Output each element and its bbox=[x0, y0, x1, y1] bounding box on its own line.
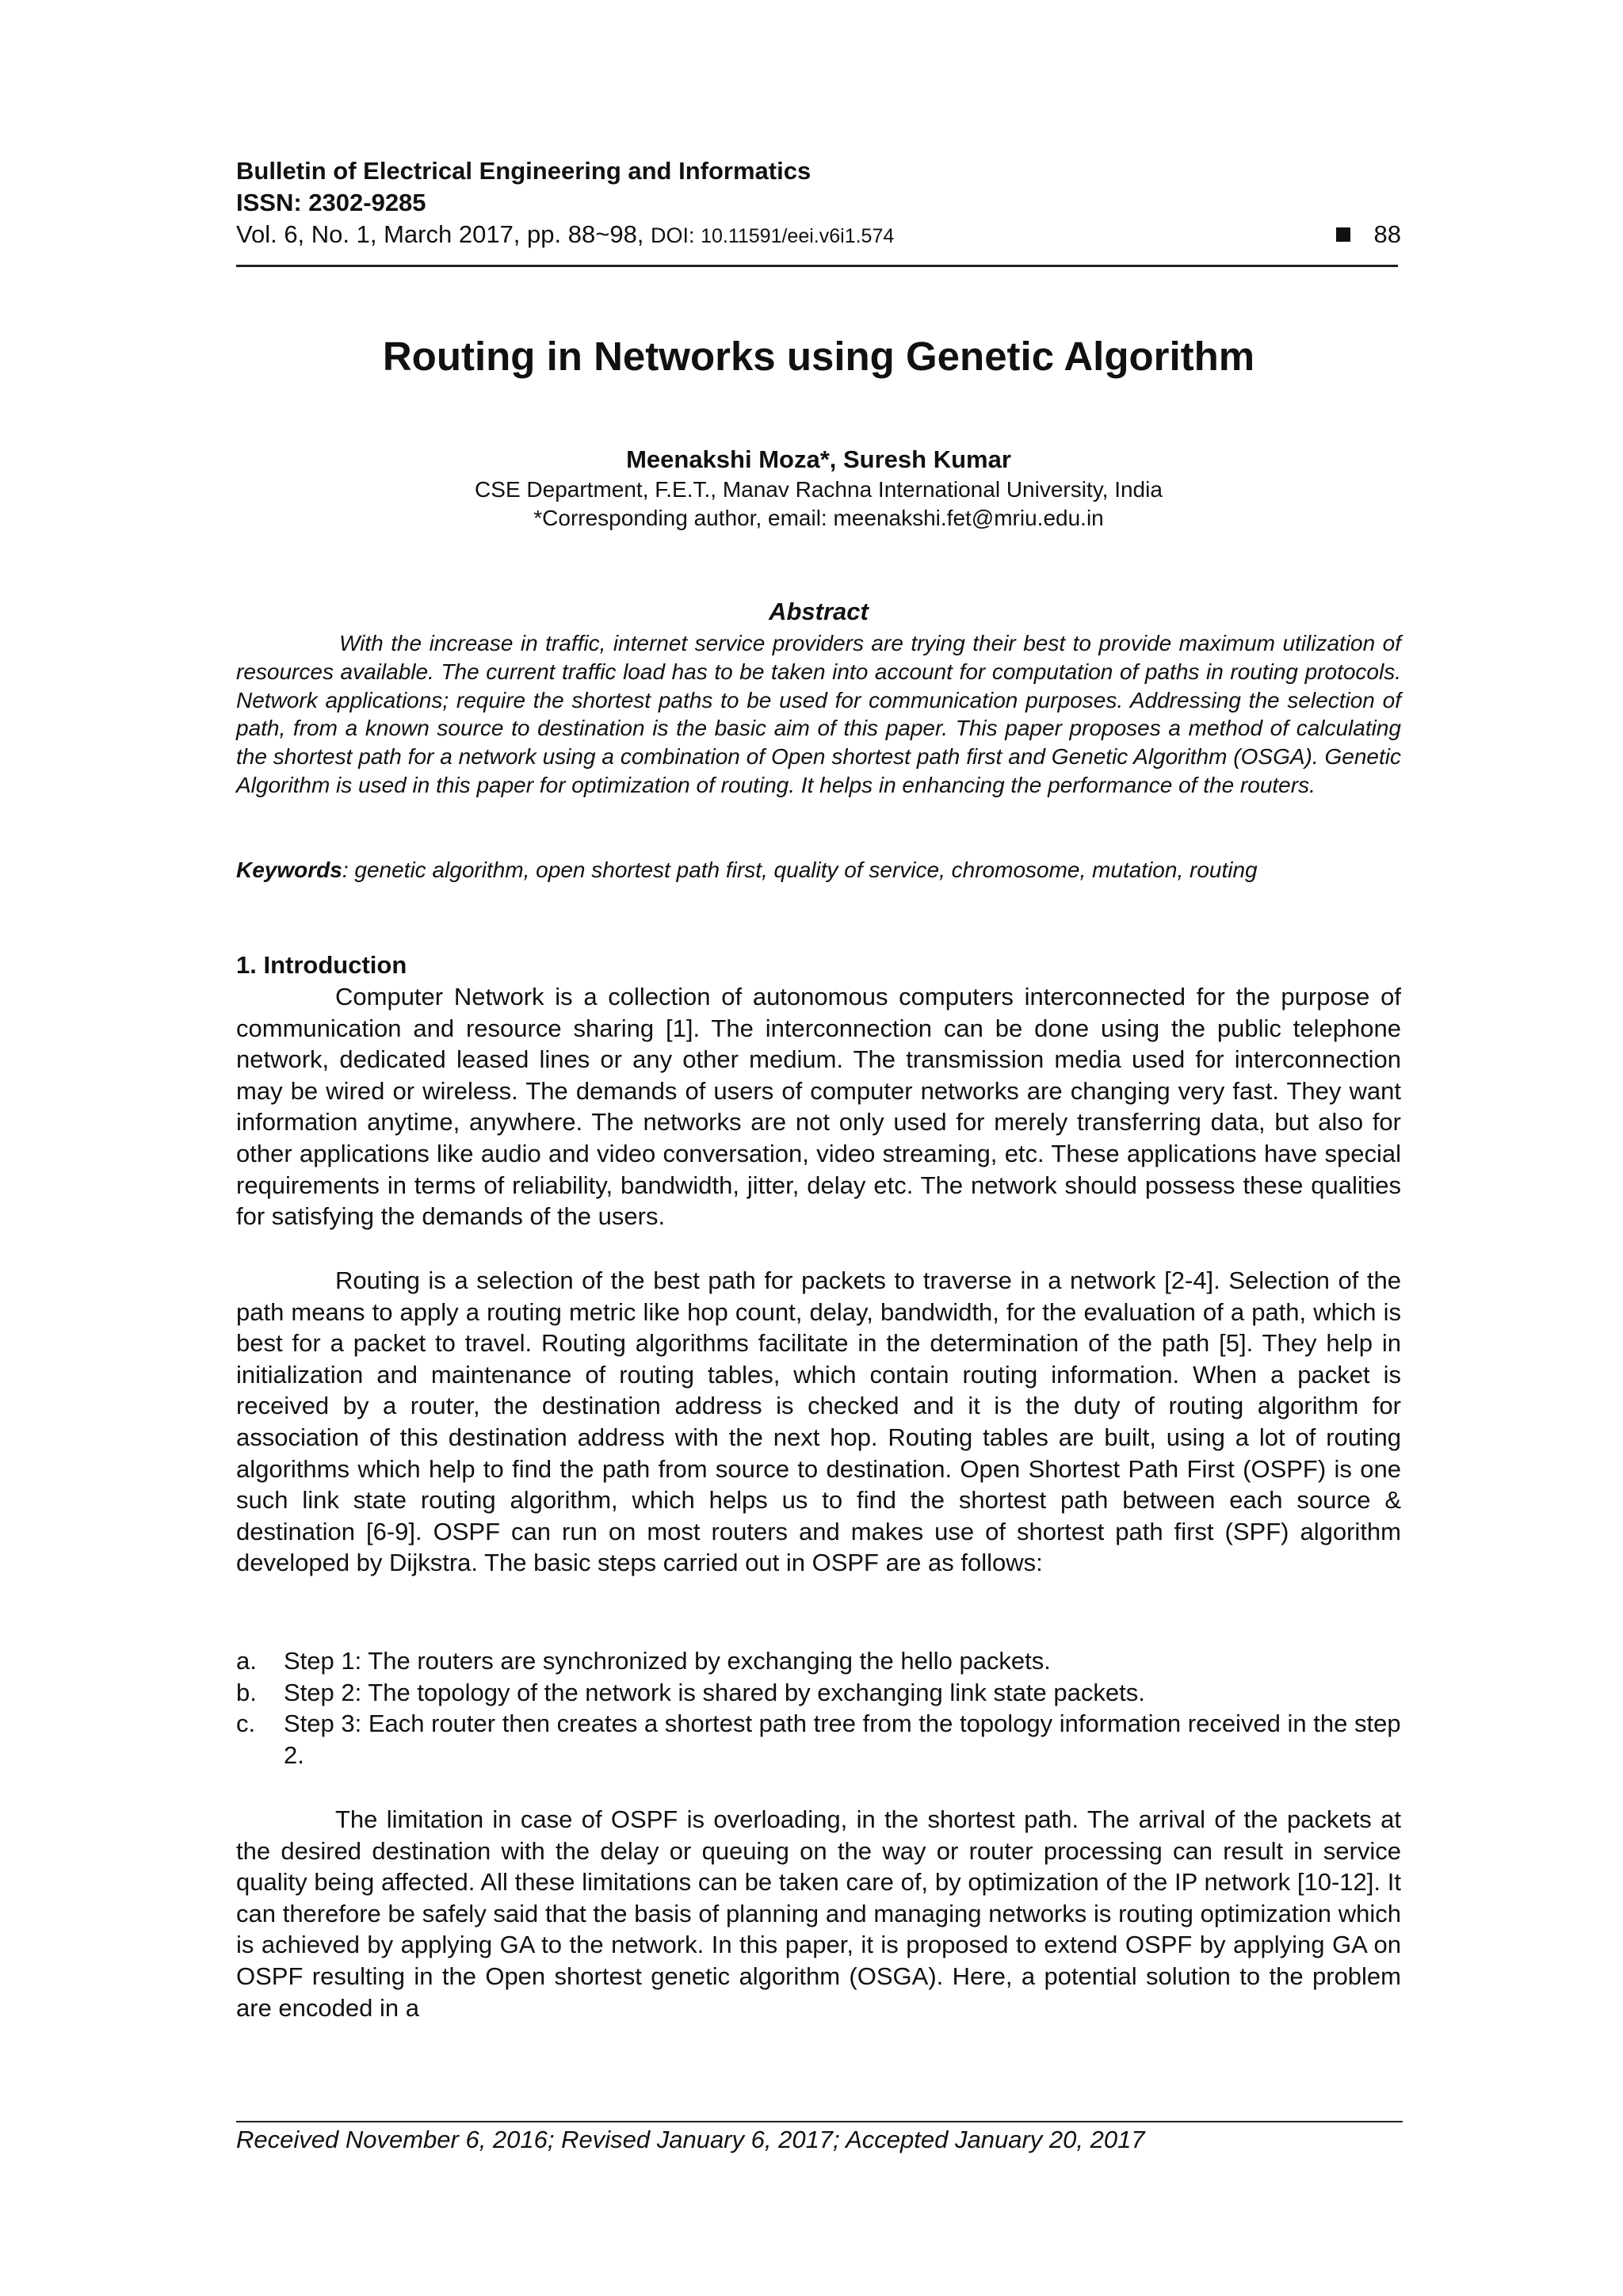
list-item-text: Step 2: The topology of the network is shared by exchanging link state packets. bbox=[284, 1678, 1145, 1706]
page-number-box bbox=[1336, 219, 1401, 250]
section-heading-introduction: 1. Introduction bbox=[236, 951, 407, 979]
author-names: Meenakshi Moza*, Suresh Kumar bbox=[626, 445, 1011, 473]
volume-line bbox=[236, 219, 1401, 250]
list-marker: b. bbox=[236, 1678, 257, 1706]
list-item bbox=[236, 1677, 1401, 1709]
intro-paragraph-3: The limitation in case of OSPF is overloading, in the shortest path. The arrival of the packets at the desired destination with the delay or queuing on the way or router processing can result in service quality being affected. All these limitations can be taken care of, by optimization of the IP network [10-12]. It can therefore be safely said that the basis of planning and managing networks is routing optimization which is achieved by applying GA to the network. In this paper, it is proposed to extend OSPF by applying GA on OSPF resulting in the Open shortest genetic algorithm (OSGA). Here, a potential solution to the problem are encoded in a bbox=[236, 1805, 1401, 2022]
intro-paragraph-1: Computer Network is a collection of autonomous computers interconnected for the purpose of communication and resource sharing [1]. The interconnection can be done using the public telephone network, dedicated leased lines or any other medium. The transmission media used for interconnection may be wired or wireless. The demands of users of computer networks are changing very fast. They want information anytime, anywhere. The networks are not only used for merely transferring data, but also for other applications like audio and video conversation, video streaming, etc. These applications have special requirements in terms of reliability, bandwidth, jitter, delay etc. The network should possess these qualities for satisfying the demands of the users. bbox=[236, 983, 1401, 1231]
received-dates: Received November 6, 2016; Revised January 6, 2017; Accepted January 20, 2017 bbox=[236, 2126, 1145, 2153]
corresponding-author: *Corresponding author, email: meenakshi.fet@mriu.edu.in bbox=[533, 506, 1104, 530]
footer-rule bbox=[236, 2121, 1403, 2122]
intro-paragraph-2: Routing is a selection of the best path for packets to traverse in a network [2-4]. Selection of the path means to apply a routing metric like hop count, delay, bandwidth, for the evaluation of a path, which is best for a packet to travel. Routing algorithms facilitate in the determination of the path [5]. They help in initialization and maintenance of routing tables, which contain routing information. When a packet is received by a router, the destination address is checked and it is the duty of routing algorithm for association of this destination address with the next hop. Routing tables are built, using a lot of routing algorithms which help to find the path from source to destination. Open Shortest Path First (OSPF) is one such link state routing algorithm, which helps us to find the shortest path between each source & destination [6-9]. OSPF can run on most routers and makes use of shortest path first (SPF) algorithm developed by Dijkstra. The basic steps carried out in OSPF are as follows: bbox=[236, 1266, 1401, 1577]
journal-header bbox=[236, 155, 1401, 250]
journal-name: Bulletin of Electrical Engineering and Informatics bbox=[236, 157, 812, 185]
abstract-heading: Abstract bbox=[769, 598, 869, 625]
abstract-text: With the increase in traffic, internet service providers are trying their best to provide maximum utilization of resources available. The current traffic load has to be taken into account for computation of paths in routing protocols. Network applications; require the shortest paths to be used for communication purposes. Addressing the selection of path, from a known source to destination is the basic aim of this paper. This paper proposes a method of calculating the shortest path for a network using a combination of Open shortest path first and Genetic Algorithm (OSGA). Genetic Algorithm is used in this paper for optimization of routing. It helps in enhancing the performance of the routers. bbox=[236, 631, 1401, 797]
author-block bbox=[236, 444, 1401, 533]
list-item-text: Step 3: Each router then creates a shortest path tree from the topology information received in the step 2. bbox=[284, 1710, 1401, 1769]
ospf-steps-list bbox=[236, 1645, 1401, 1771]
doi: 10.11591/eei.v6i1.574 bbox=[701, 225, 895, 247]
volume-info: Vol. 6, No. 1, March 2017, pp. 88~98, bbox=[236, 220, 651, 248]
doi-label: DOI: bbox=[651, 223, 701, 247]
square-bullet-icon bbox=[1336, 227, 1350, 242]
list-marker: c. bbox=[236, 1710, 256, 1738]
list-item bbox=[236, 1708, 1401, 1771]
affiliation: CSE Department, F.E.T., Manav Rachna International University, India bbox=[475, 477, 1163, 502]
keywords-label: Keywords bbox=[236, 858, 342, 882]
list-marker: a. bbox=[236, 1647, 257, 1675]
issn: ISSN: 2302-9285 bbox=[236, 189, 426, 216]
list-item-text: Step 1: The routers are synchronized by exchanging the hello packets. bbox=[284, 1647, 1051, 1675]
paper-title: Routing in Networks using Genetic Algorithm bbox=[382, 334, 1255, 379]
keywords bbox=[236, 856, 1401, 884]
keywords-text: : genetic algorithm, open shortest path first, quality of service, chromosome, mutation, routing bbox=[342, 858, 1258, 882]
list-item bbox=[236, 1645, 1401, 1677]
page-number: 88 bbox=[1373, 220, 1401, 248]
header-rule bbox=[236, 265, 1398, 267]
